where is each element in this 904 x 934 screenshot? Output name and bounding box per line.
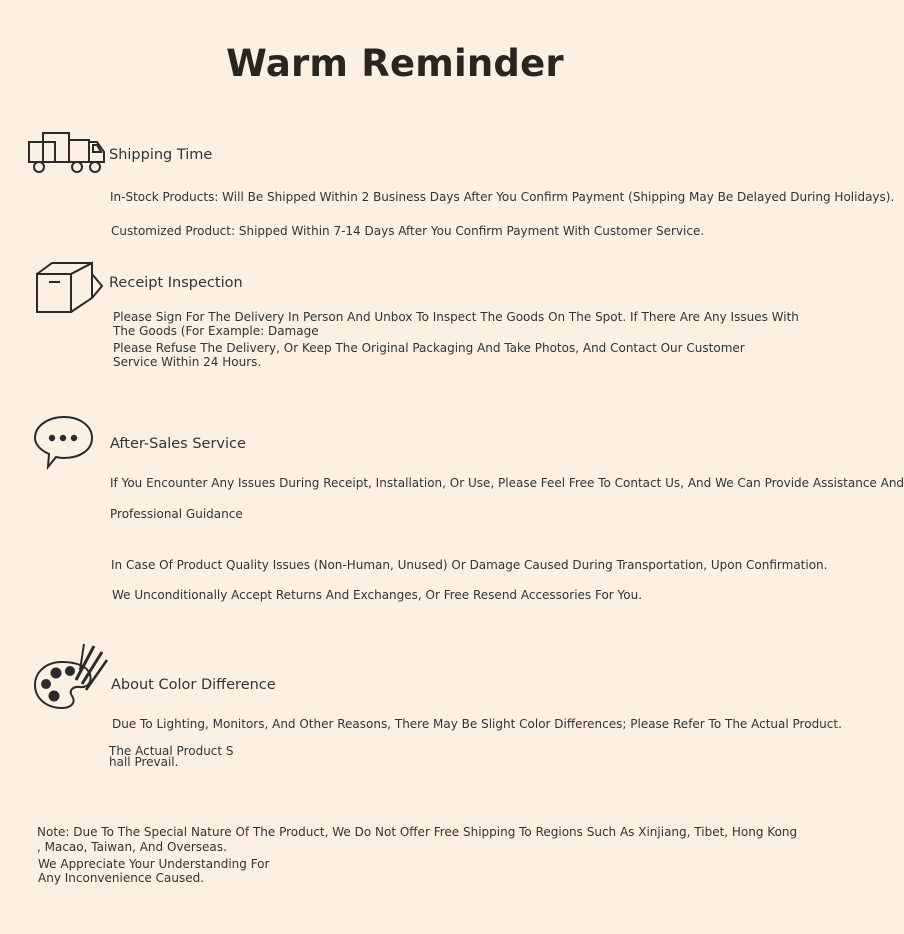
- after-sales-line-3: In Case Of Product Quality Issues (Non-Human, Unused) Or Damage Caused During Transportation, Upon Confirmation.: [111, 558, 828, 572]
- shipping-customized-line: Customized Product: Shipped Within 7-14 Days After You Confirm Payment With Customer Service.: [111, 224, 705, 238]
- note-line-4: Any Inconvenience Caused.: [38, 871, 205, 885]
- chat-bubble-icon: [32, 414, 96, 470]
- note-line-3: We Appreciate Your Understanding For: [38, 857, 270, 871]
- page-title: Warm Reminder: [226, 42, 564, 85]
- receipt-line-4: Service Within 24 Hours.: [113, 355, 262, 369]
- color-line-3: hall Prevail.: [109, 755, 179, 769]
- section-heading-after-sales: After-Sales Service: [110, 436, 246, 452]
- after-sales-line-1: If You Encounter Any Issues During Receipt, Installation, Or Use, Please Feel Free To Contact Us, And We Can Provide Assistance And: [110, 476, 904, 490]
- section-heading-receipt-inspection: Receipt Inspection: [109, 275, 243, 291]
- section-heading-color-difference: About Color Difference: [111, 677, 276, 693]
- receipt-line-2: The Goods (For Example: Damage: [113, 324, 319, 338]
- note-line-1: Note: Due To The Special Nature Of The Product, We Do Not Offer Free Shipping To Regions Such As Xinjiang, Tibet, Hong Kong: [37, 825, 798, 839]
- after-sales-line-2: Professional Guidance: [110, 507, 243, 521]
- paint-palette-icon: [32, 640, 110, 712]
- shipping-in-stock-line: In-Stock Products: Will Be Shipped Within 2 Business Days After You Confirm Payment (Shipping May Be Delayed During Holidays).: [110, 190, 895, 204]
- section-heading-shipping-time: Shipping Time: [109, 147, 213, 163]
- note-line-2: , Macao, Taiwan, And Overseas.: [37, 840, 227, 854]
- receipt-line-3: Please Refuse The Delivery, Or Keep The Original Packaging And Take Photos, And Contact Our Customer: [113, 341, 745, 355]
- color-line-1: Due To Lighting, Monitors, And Other Reasons, There May Be Slight Color Differences; Please Refer To The Actual Product.: [112, 717, 842, 731]
- truck-icon: [27, 130, 107, 178]
- after-sales-line-4: We Unconditionally Accept Returns And Exchanges, Or Free Resend Accessories For You.: [112, 588, 643, 602]
- receipt-line-1: Please Sign For The Delivery In Person And Unbox To Inspect The Goods On The Spot. If There Are Any Issues With: [113, 310, 799, 324]
- package-box-icon: [34, 260, 104, 316]
- color-line-2: The Actual Product S: [109, 744, 234, 758]
